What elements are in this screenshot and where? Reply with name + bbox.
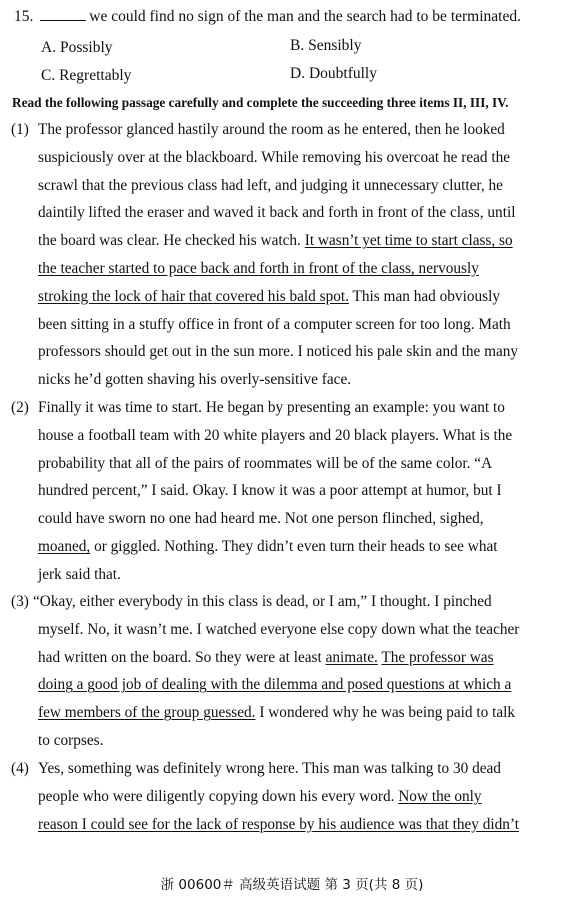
paragraph-number: (4): [11, 760, 29, 777]
question-15: [14, 6, 521, 27]
text-line: The professor glanced hastily around the room as he entered, then he looked: [38, 121, 505, 138]
text-line: to corpses.: [38, 731, 104, 749]
text-line: stroking the lock of hair that covered his bald spot. This man had obviously: [38, 287, 500, 305]
underlined-phrase: It wasn’t yet time to start class, so: [304, 232, 513, 250]
text-line: professors should get out in the sun more. I noticed his pale skin and the many: [38, 343, 519, 361]
text-line: suspiciously over at the blackboard. While removing his overcoat he read the: [38, 148, 511, 166]
text-line: jerk said that.: [38, 565, 121, 583]
section-instruction: Read the following passage carefully and complete the succeeding three items II, III, IV.: [12, 95, 509, 110]
text-line: the board was clear. He checked his watch. It wasn’t yet time to start class, so: [38, 232, 513, 250]
underlined-phrase: The professor was: [381, 648, 494, 666]
paragraph-number: (1): [11, 121, 29, 138]
text-line: nicks he’d gotten shaving his overly-sensitive face.: [38, 371, 352, 389]
paragraph-number: (2): [11, 399, 29, 416]
text-line: myself. No, it wasn’t me. I watched everyone else copy down what the teacher: [38, 620, 520, 638]
text-line: Finally it was time to start. He began by presenting an example: you want to: [38, 399, 505, 416]
text-line: moaned, or giggled. Nothing. They didn’t even turn their heads to see what: [38, 537, 498, 555]
underlined-phrase: Now the only: [398, 787, 482, 805]
answer-blank: [40, 6, 86, 21]
option-d: D. Doubtfully: [290, 65, 377, 82]
text-line: scrawl that the previous class had left, and judging it unnecessary clutter, he: [38, 176, 503, 194]
option-a: A. Possibly: [41, 39, 113, 56]
paragraph-number: (3): [11, 593, 29, 610]
text-line: “Okay, either everybody in this class is dead, or I am,” I thought. I pinched: [33, 593, 492, 610]
text-line: daintily lifted the eraser and waved it back and forth in front of the class, until: [38, 204, 516, 222]
underlined-phrase: reason I could see for the lack of response by his audience was that they didn’t: [38, 815, 519, 833]
page-footer: 浙 00600＃ 高级英语试题 第 3 页(共 8 页): [160, 877, 424, 893]
underlined-word: moaned,: [38, 537, 91, 555]
text-line: few members of the group guessed. I wondered why he was being paid to talk: [38, 704, 516, 722]
underlined-phrase: few members of the group guessed.: [38, 704, 256, 722]
option-c: C. Regrettably: [41, 67, 132, 84]
option-b: B. Sensibly: [290, 37, 362, 54]
paragraph-2: [11, 394, 573, 589]
underlined-word: animate.: [325, 648, 378, 666]
text-line: house a football team with 20 white players and 20 black players. What is the: [38, 426, 513, 444]
underlined-phrase: stroking the lock of hair that covered his bald spot.: [38, 287, 349, 305]
text-line: Yes, something was definitely wrong here. This man was talking to 30 dead: [38, 760, 501, 777]
text-line: hundred percent,” I said. Okay. I know it was a poor attempt at humor, but I: [38, 482, 502, 500]
question-stem: we could find no sign of the man and the search had to be terminated.: [89, 8, 521, 25]
paragraph-1: [11, 116, 573, 394]
text-line: had written on the board. So they were at least animate. The professor was: [38, 648, 494, 666]
paragraph-3: [11, 588, 573, 755]
text-line: probability that all of the pairs of roommates will be of the same color. “A: [38, 454, 493, 472]
paragraph-4: [11, 755, 573, 838]
underlined-phrase: the teacher started to pace back and forth in front of the class, nervously: [38, 259, 479, 277]
underlined-phrase: doing a good job of dealing with the dilemma and posed questions at which a: [38, 676, 512, 694]
text-line: could have sworn no one had heard me. Not one person flinched, sighed,: [38, 510, 484, 528]
text-line: been sitting in a stuffy office in front of a computer screen for too long. Math: [38, 315, 511, 333]
question-number: 15.: [14, 8, 34, 25]
text-line: people who were diligently copying down his every word. Now the only: [38, 787, 482, 805]
